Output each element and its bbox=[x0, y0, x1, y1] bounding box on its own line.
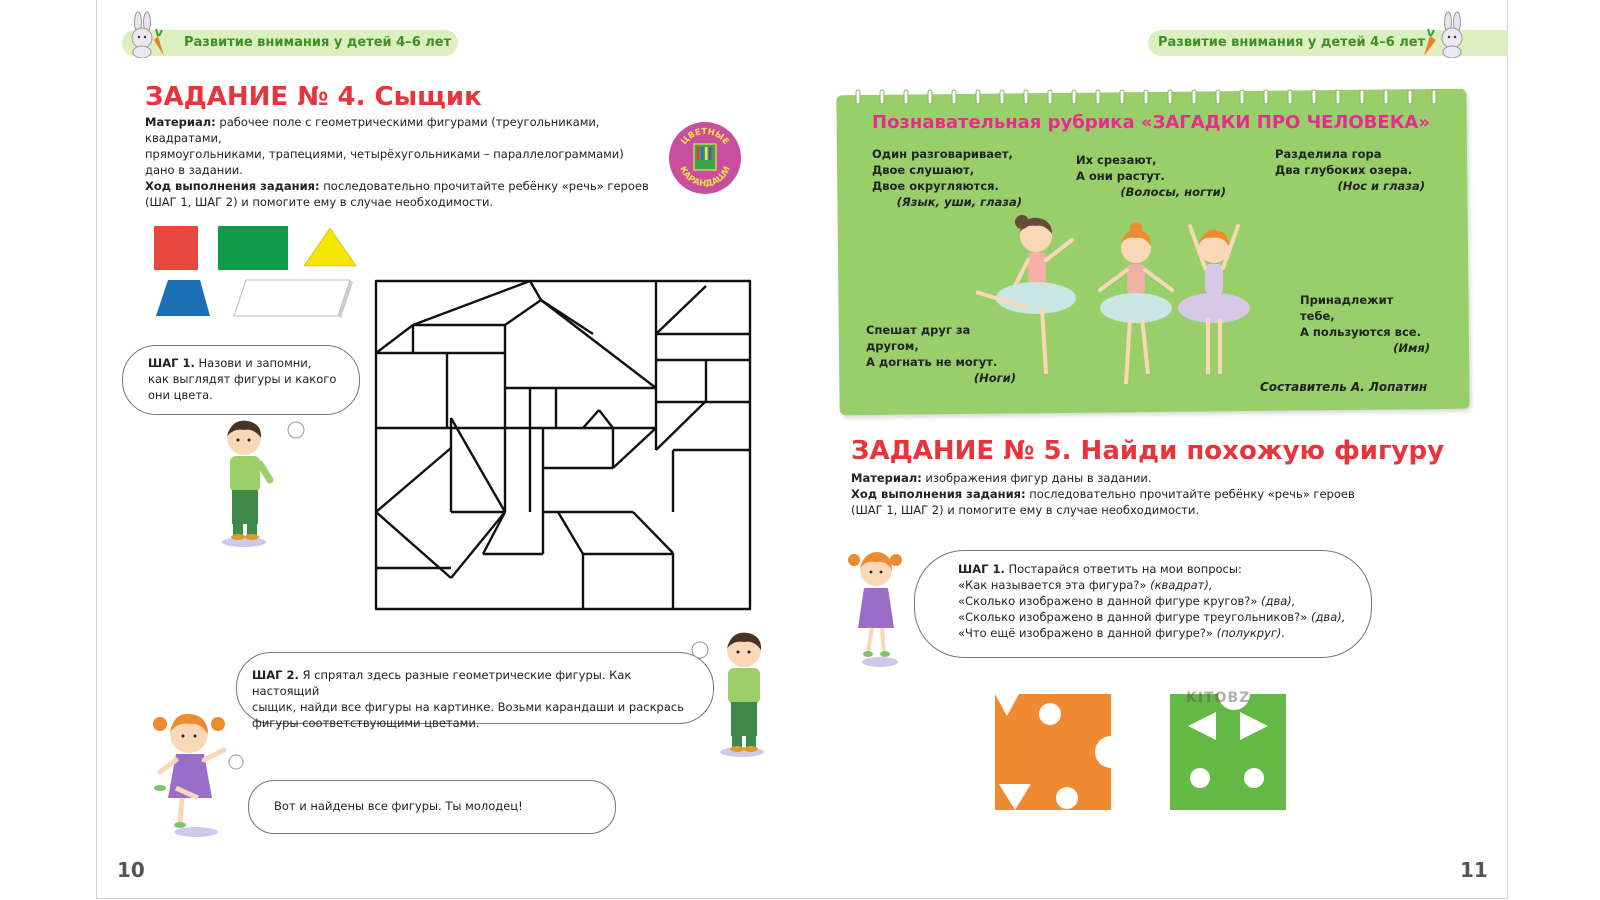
task4-description bbox=[145, 114, 665, 210]
task5-process-label: Ход выполнения задания: bbox=[851, 487, 1026, 501]
final-text: Вот и найдены все фигуры. Ты молодец! bbox=[274, 799, 523, 813]
material-label: Материал: bbox=[145, 115, 216, 129]
task4-title: ЗАДАНИЕ № 4. Сыщик bbox=[145, 82, 482, 112]
riddle-2 bbox=[1076, 152, 1226, 200]
right-header-title: Развитие внимания у детей 4–6 лет bbox=[1158, 35, 1426, 50]
riddle-2-line-2: А они растут. bbox=[1076, 169, 1165, 183]
task5-material-label: Материал: bbox=[851, 471, 922, 485]
riddle-3-answer: (Нос и глаза) bbox=[1337, 179, 1425, 193]
rubric-title: Познавательная рубрика «ЗАГАДКИ ПРО ЧЕЛОВЕКА» bbox=[872, 112, 1430, 133]
question-2: «Сколько изображено в данной фигуре кругов?» bbox=[958, 594, 1258, 608]
step2-label: ШАГ 2. bbox=[252, 668, 299, 682]
blue-trapezoid bbox=[156, 280, 210, 316]
girl-character-2 bbox=[846, 546, 910, 668]
red-square bbox=[154, 226, 198, 270]
watermark-text: KITOBZ bbox=[1186, 690, 1251, 706]
process-text-2: (ШАГ 1, ШАГ 2) и помогите ему в случае необходимости. bbox=[145, 195, 494, 209]
task5-material-text: изображения фигур даны в задании. bbox=[925, 471, 1152, 485]
yellow-triangle bbox=[304, 228, 356, 266]
material-text-2: прямоугольниками, трапециями, четырёхугольниками – параллелограммами) bbox=[145, 147, 624, 161]
question-1-answer: (квадрат), bbox=[1150, 578, 1213, 592]
material-text-3: дано в задании. bbox=[145, 163, 243, 177]
riddle-5-line-1: Принадлежит тебе, bbox=[1300, 293, 1394, 323]
left-page-number: 10 bbox=[117, 858, 145, 882]
question-3-answer: (два), bbox=[1310, 610, 1346, 624]
question-3: «Сколько изображено в данной фигуре треугольников?» bbox=[958, 610, 1308, 624]
boy-character-2 bbox=[690, 628, 786, 758]
pencils-icon bbox=[669, 122, 741, 194]
riddle-1-line-1: Один разговаривает, bbox=[872, 147, 1013, 161]
riddle-3-line-2: Два глубоких озера. bbox=[1275, 163, 1413, 177]
task5-title: ЗАДАНИЕ № 5. Найди похожую фигуру bbox=[851, 436, 1445, 466]
riddle-1 bbox=[872, 146, 1022, 210]
bunny-carrot-icon bbox=[1418, 10, 1474, 58]
right-page-number: 11 bbox=[1460, 858, 1488, 882]
girl-character bbox=[146, 712, 246, 842]
svg-text:ЦВЕТНЫЕ: ЦВЕТНЫЕ bbox=[679, 126, 731, 147]
riddle-3-line-1: Разделила гора bbox=[1275, 147, 1382, 161]
step1-text bbox=[148, 355, 348, 403]
riddle-1-line-2: Двое слушают, bbox=[872, 163, 975, 177]
step1-text-1: Назови и запомни, bbox=[198, 356, 312, 370]
riddle-4-line-2: А догнать не могут. bbox=[866, 355, 998, 369]
step2-text-3: фигуры соответствующими цветами. bbox=[252, 716, 480, 730]
task5-step1-text bbox=[958, 561, 1358, 641]
riddles-author: Составитель А. Лопатин bbox=[1260, 380, 1428, 394]
process-text: последовательно прочитайте ребёнку «речь» героев bbox=[323, 179, 649, 193]
riddle-5-answer: (Имя) bbox=[1393, 341, 1430, 355]
green-rectangle bbox=[218, 226, 288, 270]
task5-step1-label: ШАГ 1. bbox=[958, 562, 1005, 576]
process-label: Ход выполнения задания: bbox=[145, 179, 320, 193]
riddle-4-answer: (Ноги) bbox=[973, 371, 1016, 385]
question-4-answer: (полукруг). bbox=[1216, 626, 1286, 640]
riddle-4-line-1: Спешат друг за другом, bbox=[866, 323, 971, 353]
step2-text-1: Я спрятал здесь разные геометрические фигуры. Как настоящий bbox=[252, 668, 632, 698]
question-4: «Что ещё изображено в данной фигуре?» bbox=[958, 626, 1213, 640]
riddle-5-line-2: А пользуются все. bbox=[1300, 325, 1421, 339]
boy-character bbox=[214, 418, 310, 548]
green-figure bbox=[1170, 694, 1286, 810]
step1-label: ШАГ 1. bbox=[148, 356, 195, 370]
task5-step1-text-1: Постарайся ответить на мои вопросы: bbox=[1008, 562, 1242, 576]
svg-text:КАРАНДАШИ: КАРАНДАШИ bbox=[677, 164, 733, 190]
riddle-2-answer: (Волосы, ногти) bbox=[1120, 185, 1226, 199]
question-2-answer: (два), bbox=[1261, 594, 1296, 608]
riddle-1-answer: (Язык, уши, глаза) bbox=[896, 195, 1022, 209]
question-1: «Как называется эта фигура?» bbox=[958, 578, 1147, 592]
riddle-3 bbox=[1275, 146, 1425, 194]
step2-text-2: сыщик, найди все фигуры на картинке. Возьми карандаши и раскрась bbox=[252, 700, 684, 714]
riddle-1-line-3: Двое округляются. bbox=[872, 179, 999, 193]
ballerinas-illustration bbox=[976, 214, 1276, 394]
left-header-title: Развитие внимания у детей 4–6 лет bbox=[184, 35, 452, 50]
white-parallelogram bbox=[234, 280, 350, 316]
orange-figure bbox=[995, 694, 1111, 810]
step2-text bbox=[252, 667, 702, 731]
step1-text-3: они цвета. bbox=[148, 388, 213, 402]
colored-pencils-badge bbox=[669, 122, 741, 194]
riddle-2-line-1: Их срезают, bbox=[1076, 153, 1157, 167]
task5-process-text: последовательно прочитайте ребёнку «речь» героев bbox=[1029, 487, 1355, 501]
bunny-carrot-icon bbox=[120, 10, 176, 58]
material-text: рабочее поле с геометрическими фигурами (треугольниками, квадратами, bbox=[145, 115, 600, 145]
sample-shapes bbox=[150, 222, 360, 326]
riddle-5 bbox=[1300, 292, 1430, 356]
hidden-shapes-puzzle bbox=[373, 278, 753, 612]
step1-text-2: как выглядят фигуры и какого bbox=[148, 372, 337, 386]
task5-process-text-2: (ШАГ 1, ШАГ 2) и помогите ему в случае необходимости. bbox=[851, 503, 1200, 517]
board-rings bbox=[850, 84, 1460, 108]
task5-description bbox=[851, 470, 1411, 518]
